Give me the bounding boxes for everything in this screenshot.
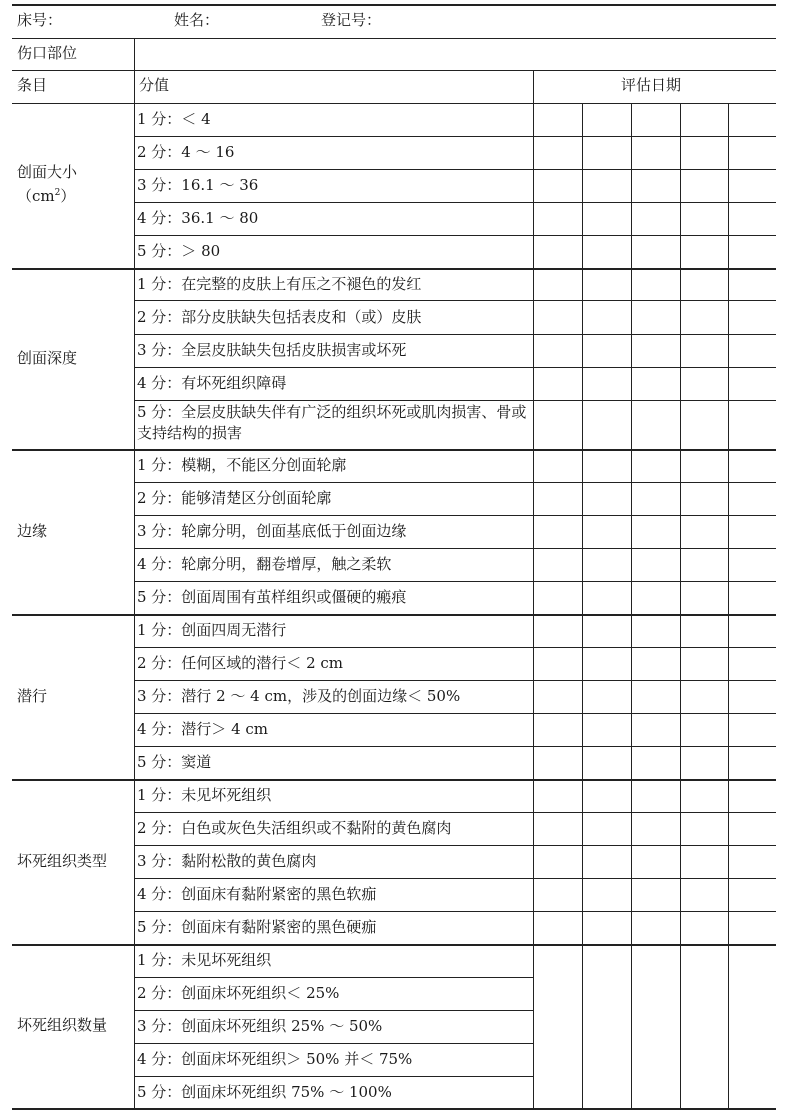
patient-name-label: 姓名： (174, 11, 220, 29)
score-option: 2 分：能够清楚区分创面轮廓 (137, 489, 332, 507)
section-title: 创面深度 (17, 349, 78, 367)
section-rule (12, 449, 776, 451)
item-column-divider (134, 38, 135, 1108)
registration-number-label: 登记号： (321, 11, 382, 29)
score-row-rule (134, 300, 776, 301)
item-column-header: 条目 (17, 76, 48, 94)
header-rule (12, 38, 776, 39)
score-row-rule (134, 977, 533, 978)
score-row-rule (134, 515, 776, 516)
score-option: 4 分：潜行＞ 4 cm (137, 720, 269, 738)
score-row-rule (134, 746, 776, 747)
score-row-rule (134, 1010, 533, 1011)
section-title: 创面大小 (17, 163, 78, 181)
score-option: 3 分：全层皮肤缺失包括皮肤损害或坏死 (137, 341, 407, 359)
score-option: 3 分：16.1 ～ 36 (137, 176, 259, 194)
score-column-header: 分值 (139, 76, 170, 94)
section-rule (12, 944, 776, 946)
column-header-rule (12, 103, 776, 104)
score-option: 1 分：创面四周无潜行 (137, 621, 287, 639)
score-row-rule (134, 713, 776, 714)
score-option: 2 分：部分皮肤缺失包括表皮和（或）皮肤 (137, 308, 422, 326)
wound-site-label: 伤口部位 (17, 44, 78, 62)
score-row-rule (134, 169, 776, 170)
top-rule (12, 4, 776, 6)
score-option: 5 分：创面床有黏附紧密的黑色硬痂 (137, 918, 377, 936)
bottom-rule (12, 1108, 776, 1110)
assessment-date-header: 评估日期 (621, 76, 682, 94)
score-option: 4 分：创面床坏死组织＞ 50% 并＜ 75% (137, 1050, 413, 1068)
score-row-rule (134, 1076, 533, 1077)
section-rule (12, 268, 776, 270)
section-title: 边缘 (17, 522, 48, 540)
score-row-rule (134, 136, 776, 137)
score-row-rule (134, 911, 776, 912)
score-option: 3 分：轮廓分明，创面基底低于创面边缘 (137, 522, 407, 540)
score-option: 1 分：模糊，不能区分创面轮廓 (137, 456, 347, 474)
score-row-rule (134, 482, 776, 483)
score-row-rule (134, 647, 776, 648)
score-row-rule (134, 367, 776, 368)
score-option: 2 分：任何区域的潜行＜ 2 cm (137, 654, 344, 672)
score-row-rule (134, 202, 776, 203)
score-row-rule (134, 400, 776, 401)
section-title: 坏死组织数量 (17, 1016, 108, 1034)
section-rule (12, 614, 776, 616)
bed-number-label: 床号： (17, 11, 63, 29)
score-row-rule (134, 235, 776, 236)
score-option: 5 分：全层皮肤缺失伴有广泛的组织坏死或肌肉损害、骨或支持结构的损害 (137, 403, 527, 442)
score-option: 4 分：创面床有黏附紧密的黑色软痂 (137, 885, 377, 903)
score-row-rule (134, 878, 776, 879)
score-row-rule (134, 680, 776, 681)
section-rule (12, 779, 776, 781)
score-option: 4 分：轮廓分明，翻卷增厚，触之柔软 (137, 555, 392, 573)
score-row-rule (134, 845, 776, 846)
score-option: 4 分：36.1 ～ 80 (137, 209, 259, 227)
score-option: 1 分：在完整的皮肤上有压之不褪色的发红 (137, 275, 422, 293)
score-option: 5 分：创面周围有茧样组织或僵硬的瘢痕 (137, 588, 407, 606)
date-column-divider (680, 103, 681, 1108)
date-column-divider (728, 103, 729, 1108)
score-option: 1 分：未见坏死组织 (137, 786, 272, 804)
date-column-divider (631, 103, 632, 1108)
score-option: 5 分：窦道 (137, 753, 212, 771)
score-option: 4 分：有坏死组织障碍 (137, 374, 287, 392)
date-column-divider (582, 103, 583, 1108)
score-option: 2 分：4 ～ 16 (137, 143, 235, 161)
section-title: 潜行 (17, 687, 48, 705)
score-option: 2 分：创面床坏死组织＜ 25% (137, 984, 340, 1002)
score-option: 5 分：＞ 80 (137, 242, 221, 260)
score-option: 1 分：＜ 4 (137, 110, 211, 128)
score-option: 3 分：创面床坏死组织 25% ～ 50% (137, 1017, 383, 1035)
score-option: 2 分：白色或灰色失活组织或不黏附的黄色腐肉 (137, 819, 452, 837)
score-column-divider (533, 70, 534, 1108)
score-option: 3 分：黏附松散的黄色腐肉 (137, 852, 317, 870)
score-row-rule (134, 581, 776, 582)
score-option: 5 分：创面床坏死组织 75% ～ 100% (137, 1083, 392, 1101)
score-row-rule (134, 334, 776, 335)
section-title-unit: $(cm^2)$ (17, 187, 76, 205)
score-option: 1 分：未见坏死组织 (137, 951, 272, 969)
section-title: 坏死组织类型 (17, 852, 108, 870)
score-row-rule (134, 548, 776, 549)
score-row-rule (134, 812, 776, 813)
score-option: 3 分：潜行 2 ～ 4 cm，涉及的创面边缘＜ 50% (137, 687, 461, 705)
score-row-rule (134, 1043, 533, 1044)
wound-site-rule (12, 70, 776, 71)
